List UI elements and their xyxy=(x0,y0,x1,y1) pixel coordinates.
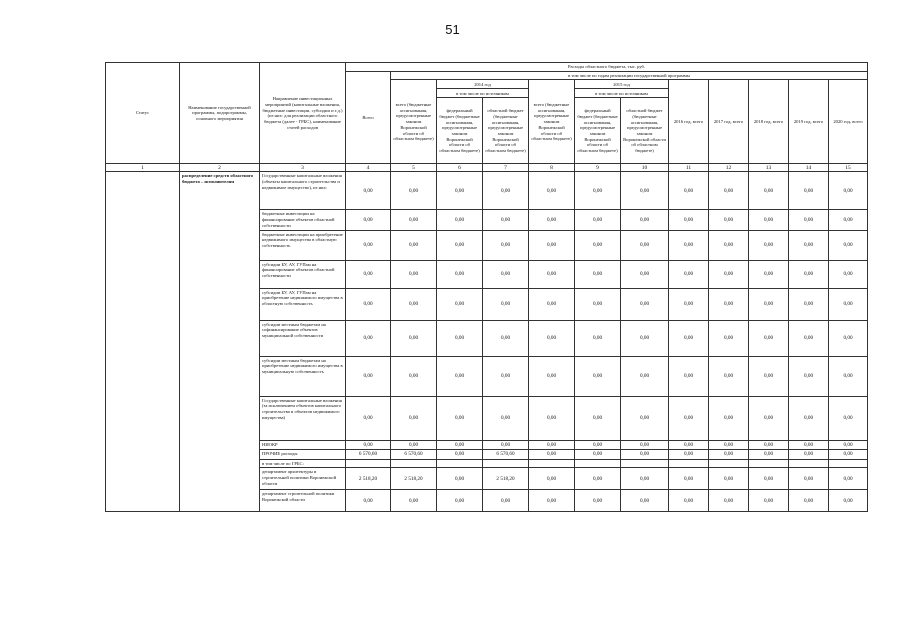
value-cell: 0,00 xyxy=(346,490,391,512)
value-cell xyxy=(575,459,621,468)
value-cell xyxy=(709,459,749,468)
value-cell: 0,00 xyxy=(621,260,669,288)
value-cell: 0,00 xyxy=(529,468,575,490)
value-cell: 0,00 xyxy=(749,288,789,320)
value-cell: 0,00 xyxy=(529,450,575,460)
y2020-header: 2020 год, всего xyxy=(829,80,868,164)
value-cell: 0,00 xyxy=(391,210,437,230)
value-cell: 0,00 xyxy=(437,210,483,230)
value-cell: 0,00 xyxy=(391,320,437,356)
value-cell: 0,00 xyxy=(391,396,437,440)
value-cell: 0,00 xyxy=(669,320,709,356)
value-cell: 0,00 xyxy=(789,440,829,450)
value-cell: 0,00 xyxy=(709,210,749,230)
row-label: бюджетные инвестиции на приобретение недвижимого имущества в областную собственность xyxy=(260,230,346,260)
value-cell: 0,00 xyxy=(621,468,669,490)
column-number: 4 xyxy=(346,164,391,172)
value-cell xyxy=(529,459,575,468)
value-cell: 0,00 xyxy=(483,260,529,288)
value-cell: 0,00 xyxy=(829,260,868,288)
value-cell: 0,00 xyxy=(529,210,575,230)
column-number: 9 xyxy=(575,164,621,172)
column-number-row xyxy=(106,164,868,172)
value-cell: 0,00 xyxy=(621,356,669,396)
table-row xyxy=(106,172,868,210)
value-cell: 0,00 xyxy=(709,490,749,512)
value-cell: 0,00 xyxy=(346,440,391,450)
value-cell: 0,00 xyxy=(483,230,529,260)
value-cell: 0,00 xyxy=(437,356,483,396)
value-cell: 0,00 xyxy=(529,440,575,450)
y2014-total-header: всего (бюджетные ассигнования, предусмотренные законом Воронежской области об областном бюджете) xyxy=(391,80,437,164)
value-cell: 0,00 xyxy=(391,172,437,210)
value-cell: 0,00 xyxy=(709,320,749,356)
value-cell xyxy=(483,459,529,468)
value-cell: 0,00 xyxy=(789,230,829,260)
value-cell: 0,00 xyxy=(789,356,829,396)
value-cell: 0,00 xyxy=(829,468,868,490)
value-cell: 0,00 xyxy=(669,450,709,460)
col-status-header: Статус xyxy=(106,63,180,164)
row-label: Государственные капитальные вложения (объекты капитального строительства и недвижимое имущество), из них: xyxy=(260,172,346,210)
y2018-header: 2018 год, всего xyxy=(749,80,789,164)
value-cell: 0,00 xyxy=(575,450,621,460)
value-cell: 0,00 xyxy=(709,172,749,210)
value-cell: 0,00 xyxy=(749,356,789,396)
regional-2014-header: областной бюджет (бюджетные ассигнования, предусмотренные законом Воронежской области об областном бюджете) xyxy=(483,98,529,164)
value-cell xyxy=(789,459,829,468)
row-label: НИОКР xyxy=(260,440,346,450)
value-cell: 0,00 xyxy=(789,172,829,210)
value-cell: 0,00 xyxy=(829,450,868,460)
value-cell xyxy=(829,459,868,468)
value-cell: 0,00 xyxy=(829,230,868,260)
value-cell: 0,00 xyxy=(829,288,868,320)
value-cell: 0,00 xyxy=(709,440,749,450)
value-cell: 0,00 xyxy=(391,230,437,260)
value-cell: 0,00 xyxy=(789,288,829,320)
value-cell: 0,00 xyxy=(709,450,749,460)
value-cell: 0,00 xyxy=(829,440,868,450)
federal-2014-header: федеральный бюджет (бюджетные ассигнования, предусмотренные законом Воронежской области об областном бюджете) xyxy=(437,98,483,164)
value-cell: 0,00 xyxy=(346,320,391,356)
value-cell: 0,00 xyxy=(529,490,575,512)
value-cell: 0,00 xyxy=(437,320,483,356)
value-cell: 0,00 xyxy=(346,356,391,396)
value-cell: 0,00 xyxy=(529,396,575,440)
row-label: субсидии БУ, АУ, ГУПам на приобретение недвижимого имущества в областную собственность xyxy=(260,288,346,320)
value-cell: 0,00 xyxy=(575,440,621,450)
status-cell xyxy=(106,172,180,512)
value-cell: 0,00 xyxy=(437,450,483,460)
col-program-header: Наименование государственной программы, подпрограммы, основного мероприятия xyxy=(180,63,260,164)
value-cell: 0,00 xyxy=(346,210,391,230)
value-cell: 0,00 xyxy=(575,172,621,210)
value-cell: 0,00 xyxy=(621,210,669,230)
value-cell: 6 570,60 xyxy=(391,450,437,460)
value-cell xyxy=(669,459,709,468)
value-cell: 0,00 xyxy=(669,260,709,288)
value-cell: 0,00 xyxy=(346,396,391,440)
value-cell: 0,00 xyxy=(391,288,437,320)
value-cell: 0,00 xyxy=(529,320,575,356)
value-cell xyxy=(621,459,669,468)
value-cell: 0,00 xyxy=(437,260,483,288)
value-cell: 0,00 xyxy=(749,450,789,460)
value-cell xyxy=(346,459,391,468)
value-cell: 0,00 xyxy=(749,210,789,230)
value-cell: 2 518,20 xyxy=(391,468,437,490)
sources-2015-header: в том числе по источникам xyxy=(575,89,669,98)
value-cell: 0,00 xyxy=(789,396,829,440)
value-cell: 0,00 xyxy=(575,210,621,230)
column-number: 11 xyxy=(669,164,709,172)
value-cell: 0,00 xyxy=(829,320,868,356)
column-number: 3 xyxy=(260,164,346,172)
value-cell: 0,00 xyxy=(709,468,749,490)
value-cell: 0,00 xyxy=(529,356,575,396)
page-number: 51 xyxy=(445,22,460,37)
value-cell: 0,00 xyxy=(529,230,575,260)
value-cell: 0,00 xyxy=(437,490,483,512)
value-cell: 0,00 xyxy=(789,260,829,288)
value-cell: 0,00 xyxy=(669,468,709,490)
value-cell: 0,00 xyxy=(621,440,669,450)
value-cell: 0,00 xyxy=(437,288,483,320)
value-cell: 0,00 xyxy=(621,230,669,260)
value-cell: 0,00 xyxy=(346,172,391,210)
total-header: Всего xyxy=(346,71,391,164)
regional-2015-header: областной бюджет (бюджетные ассигнования, предусмотренные законом Воронежской области об областном бюджете) xyxy=(621,98,669,164)
value-cell: 0,00 xyxy=(529,260,575,288)
value-cell: 0,00 xyxy=(391,356,437,396)
by-year-header: в том числе по годам реализации государственной программы xyxy=(391,71,868,80)
value-cell: 0,00 xyxy=(529,172,575,210)
value-cell: 0,00 xyxy=(709,288,749,320)
value-cell: 0,00 xyxy=(575,490,621,512)
row-label: департамент строительной политики Воронежской области xyxy=(260,490,346,512)
row-label: департамент архитектуры и строительной политики Воронежской области xyxy=(260,468,346,490)
value-cell: 0,00 xyxy=(483,210,529,230)
value-cell: 0,00 xyxy=(789,468,829,490)
value-cell: 0,00 xyxy=(437,468,483,490)
value-cell: 0,00 xyxy=(749,490,789,512)
value-cell: 0,00 xyxy=(621,320,669,356)
column-number: 2 xyxy=(180,164,260,172)
value-cell: 0,00 xyxy=(669,396,709,440)
value-cell: 0,00 xyxy=(749,260,789,288)
value-cell: 0,00 xyxy=(749,230,789,260)
value-cell: 0,00 xyxy=(575,260,621,288)
column-number: 14 xyxy=(789,164,829,172)
value-cell: 0,00 xyxy=(483,396,529,440)
value-cell: 0,00 xyxy=(483,440,529,450)
row-label: субсидии местным бюджетам на приобретение недвижимого имущества в муниципальную собственность xyxy=(260,356,346,396)
value-cell: 0,00 xyxy=(829,396,868,440)
value-cell: 6 570,60 xyxy=(483,450,529,460)
value-cell: 0,00 xyxy=(483,356,529,396)
value-cell: 6 570,60 xyxy=(346,450,391,460)
value-cell: 0,00 xyxy=(669,440,709,450)
row-label: в том числе по ГРБС: xyxy=(260,459,346,468)
value-cell: 0,00 xyxy=(829,490,868,512)
value-cell xyxy=(391,459,437,468)
value-cell: 0,00 xyxy=(391,440,437,450)
row-label: субсидии местным бюджетам на софинансирование объектов муниципальной собственности xyxy=(260,320,346,356)
value-cell: 0,00 xyxy=(621,450,669,460)
value-cell: 0,00 xyxy=(483,320,529,356)
value-cell: 0,00 xyxy=(829,210,868,230)
value-cell: 0,00 xyxy=(669,172,709,210)
value-cell: 0,00 xyxy=(669,356,709,396)
value-cell: 2 518,20 xyxy=(483,468,529,490)
value-cell: 0,00 xyxy=(789,490,829,512)
value-cell: 0,00 xyxy=(621,396,669,440)
value-cell: 0,00 xyxy=(483,172,529,210)
column-number: 15 xyxy=(829,164,868,172)
value-cell: 0,00 xyxy=(483,288,529,320)
column-number: 10 xyxy=(621,164,669,172)
funding-header: Расходы областного бюджета, тыс. руб. xyxy=(346,63,868,72)
value-cell: 0,00 xyxy=(437,230,483,260)
value-cell: 0,00 xyxy=(346,288,391,320)
value-cell: 0,00 xyxy=(789,210,829,230)
column-number: 13 xyxy=(749,164,789,172)
value-cell xyxy=(437,459,483,468)
value-cell: 0,00 xyxy=(789,450,829,460)
value-cell: 0,00 xyxy=(669,210,709,230)
sources-2014-header: в том числе по источникам xyxy=(437,89,529,98)
value-cell: 0,00 xyxy=(749,468,789,490)
y2014-header: 2014 год xyxy=(437,80,529,89)
value-cell: 2 518,20 xyxy=(346,468,391,490)
column-number: 12 xyxy=(709,164,749,172)
value-cell: 0,00 xyxy=(749,320,789,356)
y2015-total-header: всего (бюджетные ассигнования, предусмотренные законом Воронежской области об областном бюджете) xyxy=(529,80,575,164)
value-cell: 0,00 xyxy=(749,396,789,440)
value-cell: 0,00 xyxy=(575,230,621,260)
y2019-header: 2019 год, всего xyxy=(789,80,829,164)
budget-table xyxy=(105,62,868,512)
value-cell: 0,00 xyxy=(621,288,669,320)
value-cell: 0,00 xyxy=(529,288,575,320)
column-number: 6 xyxy=(437,164,483,172)
value-cell: 0,00 xyxy=(437,396,483,440)
program-cell: распределение средств областного бюджета – исполнителям xyxy=(180,172,260,512)
value-cell: 0,00 xyxy=(669,288,709,320)
value-cell: 0,00 xyxy=(749,440,789,450)
row-label: субсидии БУ, АУ, ГУПам на финансирование объектов областной собственности xyxy=(260,260,346,288)
value-cell: 0,00 xyxy=(789,320,829,356)
value-cell: 0,00 xyxy=(346,260,391,288)
column-number: 5 xyxy=(391,164,437,172)
value-cell: 0,00 xyxy=(709,260,749,288)
table-header xyxy=(106,63,868,172)
value-cell: 0,00 xyxy=(346,230,391,260)
value-cell: 0,00 xyxy=(829,356,868,396)
value-cell: 0,00 xyxy=(575,288,621,320)
row-label: Государственные капитальные вложения (за исключением объектов капитального строительства и объектов недвижимого имущества) xyxy=(260,396,346,440)
value-cell: 0,00 xyxy=(437,440,483,450)
value-cell: 0,00 xyxy=(575,320,621,356)
y2017-header: 2017 год, всего xyxy=(709,80,749,164)
col-direction-header: Направление инвестиционных мероприятий (капитальные вложения, бюджетные инвестиции, субсидии и т.д.) (из них: для реализации областного бюджета (далее - ГРБС), наименование статей расходов xyxy=(260,63,346,164)
value-cell: 0,00 xyxy=(621,172,669,210)
value-cell: 0,00 xyxy=(749,172,789,210)
column-number: 1 xyxy=(106,164,180,172)
row-label: ПРОЧИЕ расходы xyxy=(260,450,346,460)
value-cell: 0,00 xyxy=(709,396,749,440)
value-cell: 0,00 xyxy=(829,172,868,210)
value-cell: 0,00 xyxy=(575,468,621,490)
column-number: 8 xyxy=(529,164,575,172)
table-body xyxy=(106,172,868,512)
value-cell: 0,00 xyxy=(391,260,437,288)
value-cell: 0,00 xyxy=(483,490,529,512)
value-cell: 0,00 xyxy=(669,490,709,512)
value-cell: 0,00 xyxy=(575,396,621,440)
value-cell: 0,00 xyxy=(709,356,749,396)
value-cell: 0,00 xyxy=(621,490,669,512)
row-label: бюджетные инвестиции на финансирование объектов областной собственности xyxy=(260,210,346,230)
y2016-header: 2016 год, всего xyxy=(669,80,709,164)
value-cell: 0,00 xyxy=(669,230,709,260)
value-cell xyxy=(749,459,789,468)
value-cell: 0,00 xyxy=(391,490,437,512)
value-cell: 0,00 xyxy=(709,230,749,260)
value-cell: 0,00 xyxy=(575,356,621,396)
y2015-header: 2015 год xyxy=(575,80,669,89)
federal-2015-header: федеральный бюджет (бюджетные ассигнования, предусмотренные законом Воронежской области об областном бюджете) xyxy=(575,98,621,164)
column-number: 7 xyxy=(483,164,529,172)
value-cell: 0,00 xyxy=(437,172,483,210)
